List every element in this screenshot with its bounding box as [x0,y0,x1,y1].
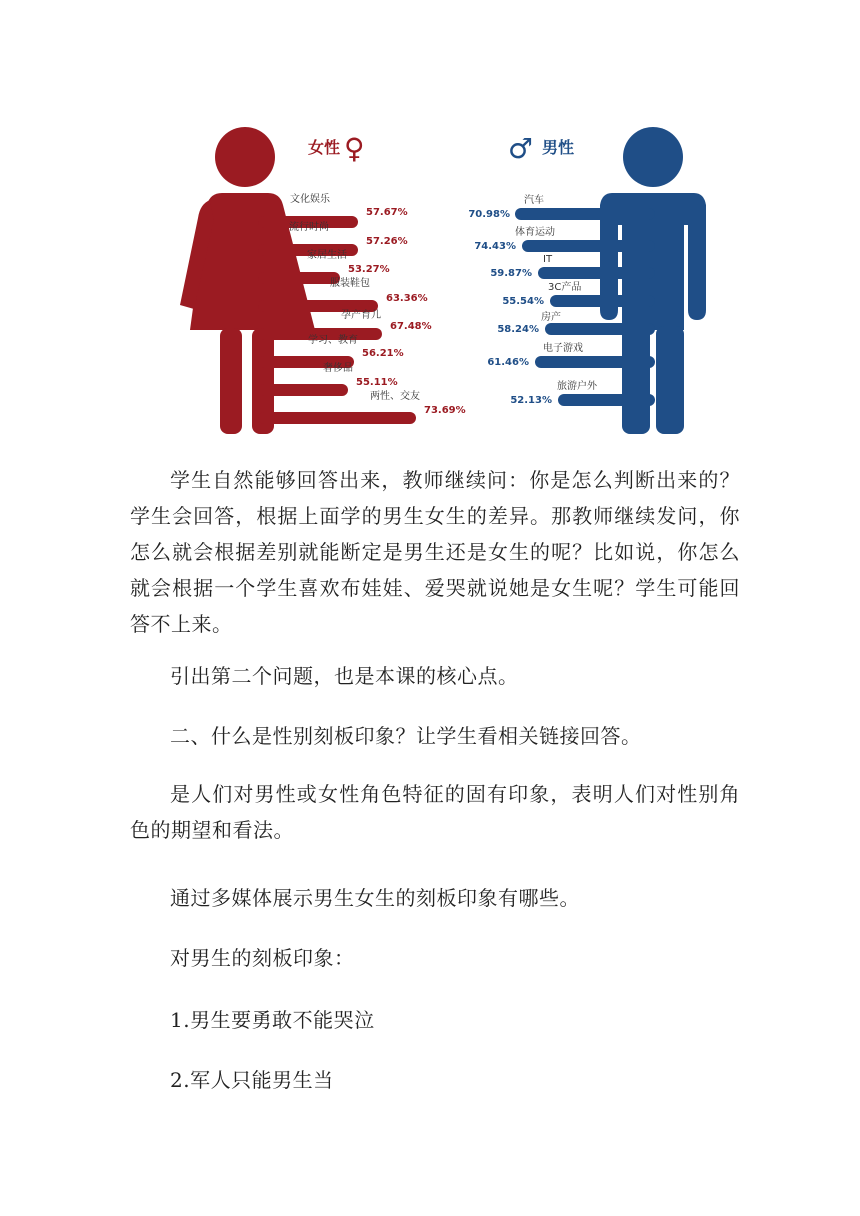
male-symbol-icon: ♂ [508,132,534,165]
female-label-8: 两性、交友 [370,391,420,402]
paragraph-1: 学生自然能够回答出来，教师继续问：你是怎么判断出来的？学生会回答，根据上面学的男生女生的差异。那教师继续发问，你怎么就会根据差别就能断定是男生还是女生的呢？比如说，你怎么就会根据一个学生喜欢布娃娃、爱哭就说她是女生呢？学生可能回答不上来。 [130,468,740,636]
male-label-1: 汽车 [524,195,544,206]
male-label-5: 房产 [541,312,561,323]
male-label-4: 3C产品 [548,282,582,293]
paragraph-5: 通过多媒体展示男生女生的刻板印象有哪些。 [170,886,580,910]
male-right-leg [656,326,684,434]
male-title-group [508,132,574,165]
female-label-1: 文化娱乐 [290,194,330,205]
female-bar-3 [258,272,340,284]
female-head [215,127,275,187]
female-value-6: 56.21% [362,348,404,359]
male-bar-4 [550,295,655,307]
female-label-4: 服装鞋包 [330,278,370,289]
male-value-7: 52.13% [510,395,552,406]
male-bar-7 [558,394,655,406]
male-bar-2 [522,240,655,252]
female-label-6: 学习、教育 [308,335,358,346]
male-value-4: 55.54% [502,296,544,307]
male-label-6: 电子游戏 [543,343,583,354]
male-value-3: 59.87% [490,268,532,279]
female-label-7: 奢侈品 [323,363,353,374]
list-item-1: 1.男生要勇敢不能哭泣 [170,1008,375,1032]
male-bar-1 [515,208,655,220]
female-value-1: 57.67% [366,207,408,218]
female-value-4: 63.36% [386,293,428,304]
female-bar-7 [258,384,348,396]
male-bar-3 [538,267,655,279]
male-value-6: 61.46% [487,357,529,368]
paragraph-2: 引出第二个问题，也是本课的核心点。 [170,664,519,688]
paragraph-4: 是人们对男性或女性角色特征的固有印象，表明人们对性别角色的期望和看法。 [130,782,740,842]
female-bar-8 [258,412,416,424]
female-value-7: 55.11% [356,377,398,388]
female-label-5: 孕产育儿 [341,310,381,321]
male-head [623,127,683,187]
list-item-2: 2.军人只能男生当 [170,1068,334,1092]
male-bar-6 [535,356,655,368]
paragraph-6: 对男生的刻板印象： [170,946,355,970]
female-value-2: 57.26% [366,236,408,247]
female-value-5: 67.48% [390,321,432,332]
male-value-2: 74.43% [474,241,516,252]
infographic-canvas [0,0,860,440]
female-label-3: 家居生活 [307,250,347,261]
male-figure [600,127,706,434]
female-label-2: 流行时尚 [289,222,329,233]
female-title: 女性 [308,138,341,157]
male-label-3: IT [543,254,553,265]
female-value-3: 53.27% [348,264,390,275]
paragraph-3: 二、什么是性别刻板印象？让学生看相关链接回答。 [170,724,642,748]
female-symbol-icon: ♀ [344,132,365,165]
male-value-1: 70.98% [468,209,510,220]
female-value-8: 73.69% [424,405,466,416]
male-label-2: 体育运动 [515,227,555,238]
gender-preference-infographic [0,0,860,440]
male-value-5: 58.24% [497,324,539,335]
female-title-group [308,132,365,165]
male-values [468,209,552,406]
male-left-leg [622,326,650,434]
male-label-7: 旅游户外 [557,381,597,392]
male-title: 男性 [542,138,575,157]
female-left-leg [220,328,242,434]
male-bar-5 [545,323,655,335]
